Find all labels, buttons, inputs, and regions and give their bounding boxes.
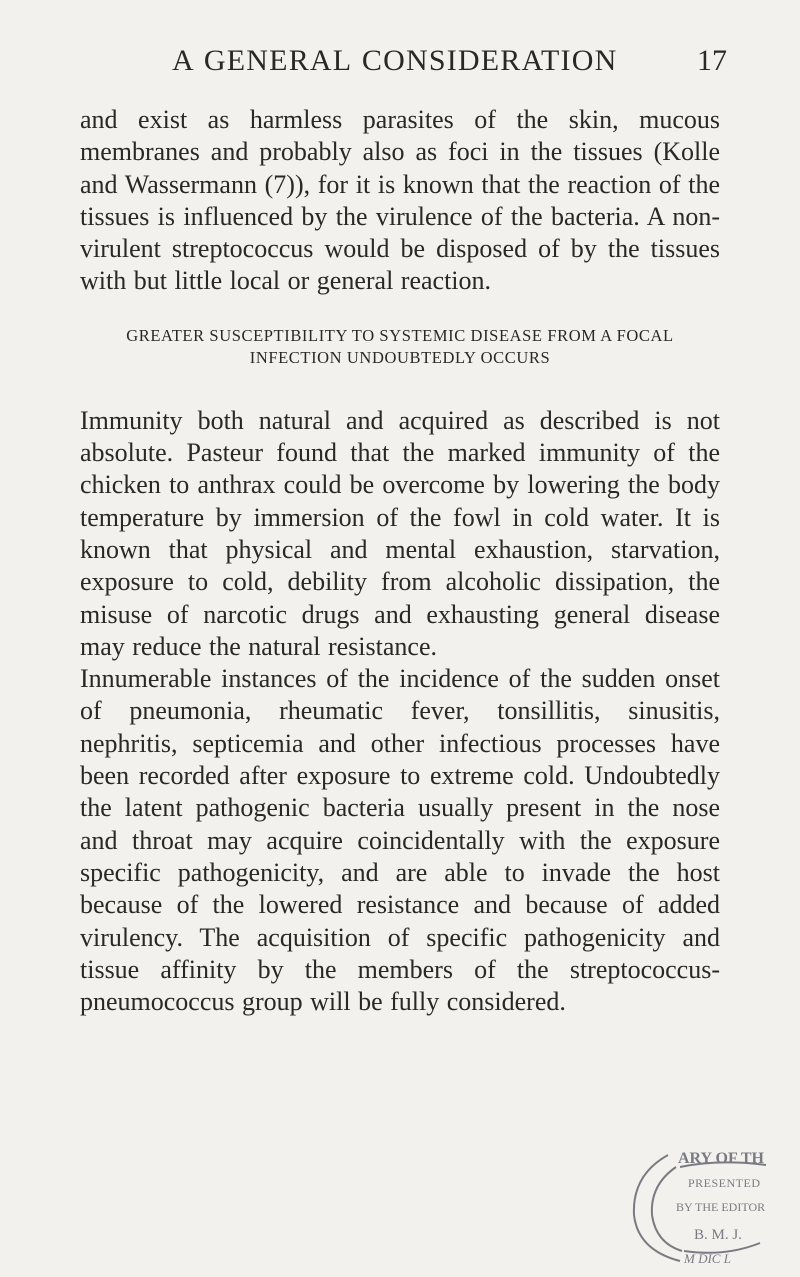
page-number: 17 bbox=[697, 44, 727, 77]
paragraph: Innumerable instances of the incidence of the sudden onset of pneumonia, rheumatic fever, tonsillitis, sinusitis, nephritis, septicemia and other infectious processes have been recorded after exposure to extreme cold. Undoubtedly the latent pathogenic bacteria usually present in the nose and throat may acquire coincidentally with the exposure specific pathogenicity, and are able to invade the host because of the lowered resistance and because of added virulency. The acquisition of specific pathogenicity and tissue affinity by the members of the streptococcus-pneumococcus group will be fully considered. bbox=[80, 664, 720, 1017]
section-heading: GREATER SUSCEPTIBILITY TO SYSTEMIC DISEASE FROM A FOCAL INFECTION UNDOUBTEDLY OCCURS bbox=[126, 325, 674, 367]
stamp-line-3: B. M. J. bbox=[694, 1227, 742, 1243]
stamp-line-2: BY THE EDITOR bbox=[676, 1200, 766, 1214]
stamp-outer-arc bbox=[634, 1155, 680, 1261]
stamp-line-1: PRESENTED bbox=[688, 1176, 761, 1190]
stamp-bottom-text: M DIC L bbox=[684, 1251, 731, 1265]
stamp-top-text: ARY OF TH bbox=[678, 1150, 764, 1167]
body-text bbox=[80, 104, 720, 1018]
page-header bbox=[0, 44, 800, 84]
library-stamp bbox=[620, 1145, 770, 1265]
running-head: A GENERAL CONSIDERATION bbox=[172, 44, 618, 77]
paragraph: Immunity both natural and acquired as described is not absolute. Pasteur found that the marked immunity of the chicken to anthrax could be overcome by lowering the body temperature by immersion of the fowl in cold water. It is known that physical and mental exhaustion, starvation, exposure to cold, debility from alcoholic dissipation, the misuse of narcotic drugs and exhausting general disease may reduce the natural resistance. bbox=[80, 405, 720, 661]
paragraph: and exist as harmless parasites of the skin, mucous membranes and probably also as foci in the tissues (Kolle and Wassermann (7)), for it is known that the reaction of the tissues is influenced by the virulence of the bacteria. A non-virulent streptococcus would be disposed of by the tissues with but little local or general reaction. bbox=[80, 105, 720, 296]
stamp-graphic bbox=[620, 1145, 770, 1265]
